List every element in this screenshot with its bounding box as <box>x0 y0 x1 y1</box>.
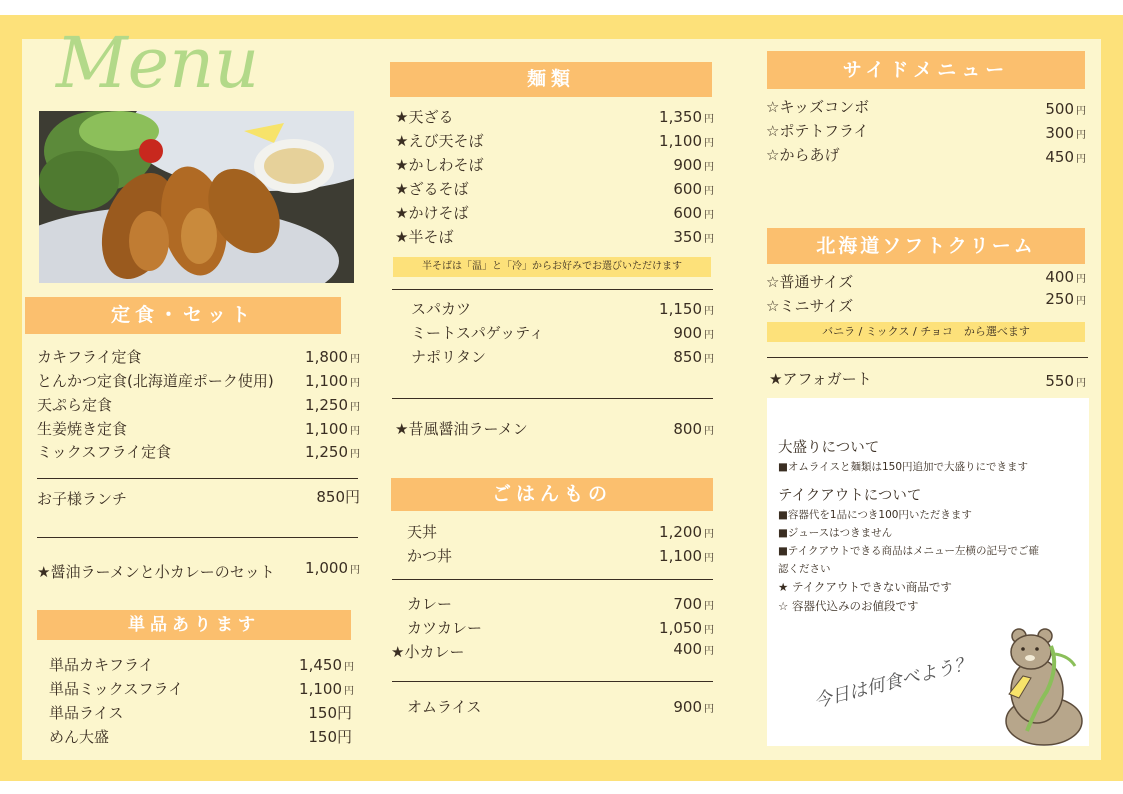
fried-oyster-illustration <box>39 111 354 283</box>
price: 400 円 <box>673 640 714 658</box>
flavor-note: バニラ / ミックス / チョコ から選べます <box>767 322 1085 342</box>
takeout-line: ■ジュースはつきません <box>778 527 893 539</box>
tanpin-header: 単品あります <box>37 610 351 640</box>
price: 1,100 円 <box>305 372 360 390</box>
list-item: ミックスフライ定食 <box>37 443 172 461</box>
list-item: 単品カキフライ <box>49 656 154 674</box>
list-item: ☆ポテトフライ <box>766 122 869 140</box>
list-item: 天丼 <box>407 523 438 541</box>
menu-title: Menu <box>56 22 260 104</box>
list-item: とんかつ定食(北海道産ポーク使用) <box>37 372 274 390</box>
divider <box>37 537 358 538</box>
price: 500 円 <box>1045 100 1086 118</box>
list-item: 生姜焼き定食 <box>37 420 128 438</box>
price: 150円 <box>308 704 352 722</box>
list-item: かつ丼 <box>407 547 453 565</box>
list-item: カレー <box>407 595 453 613</box>
price: 1,100 円 <box>305 420 360 438</box>
list-item: 単品ライス <box>49 704 124 722</box>
bear-icon <box>989 626 1089 746</box>
price: 1,000 円 <box>305 559 360 577</box>
teishoku-header: 定食・セット <box>25 297 341 334</box>
info-box <box>767 398 1089 746</box>
list-item: ★ざるそば <box>395 180 469 198</box>
side-header: サイドメニュー <box>767 51 1085 89</box>
kaki-fry-photo <box>39 111 354 283</box>
takeout-line: ■容器代を1品につき100円いただきます <box>778 509 972 521</box>
divider <box>37 478 358 479</box>
list-item: ★アフォガート <box>769 370 872 388</box>
price: 1,250 円 <box>305 396 360 414</box>
price: 1,100 円 <box>659 547 714 565</box>
price: 1,150 円 <box>659 300 714 318</box>
list-item: 天ぷら定食 <box>37 396 113 414</box>
price: 150円 <box>308 728 352 746</box>
list-item: ミートスパゲッティ <box>411 324 545 342</box>
list-item: スパカツ <box>411 300 472 318</box>
list-item: ☆ミニサイズ <box>766 297 854 315</box>
price: 450 円 <box>1045 148 1086 166</box>
price: 250 円 <box>1045 290 1086 308</box>
divider <box>392 398 713 399</box>
menrui-header: 麺類 <box>390 62 712 97</box>
takeout-line: ☆ 容器代込みのお値段です <box>778 599 919 613</box>
list-item: ☆普通サイズ <box>766 273 854 291</box>
divider <box>392 579 713 580</box>
oomori-text: ■オムライスと麺類は150円追加で大盛りにできます <box>778 461 1029 473</box>
price: 1,100 円 <box>659 132 714 150</box>
takeout-line: ★ テイクアウトできない商品です <box>778 580 952 594</box>
price: 850円 <box>316 488 360 506</box>
price: 300 円 <box>1045 124 1086 142</box>
price: 900 円 <box>673 698 714 716</box>
list-item: ☆からあげ <box>766 146 840 164</box>
divider <box>767 357 1088 358</box>
price: 1,050 円 <box>659 619 714 637</box>
list-item: カツカレー <box>407 619 483 637</box>
list-item: オムライス <box>407 698 482 716</box>
divider <box>392 681 713 682</box>
list-item: 単品ミックスフライ <box>49 680 184 698</box>
list-item: ★かしわそば <box>395 156 484 174</box>
price: 600 円 <box>673 204 714 222</box>
list-item: お子様ランチ <box>37 490 128 508</box>
list-item: ★小カレー <box>391 643 465 661</box>
price: 1,350 円 <box>659 108 714 126</box>
price: 350 円 <box>673 228 714 246</box>
list-item: ★半そば <box>395 228 454 246</box>
price: 700 円 <box>673 595 714 613</box>
list-item: ☆キッズコンボ <box>766 98 870 116</box>
list-item: ★昔風醤油ラーメン <box>395 420 528 438</box>
price: 850 円 <box>673 348 714 366</box>
list-item: めん大盛 <box>49 728 110 746</box>
takeout-line: ■テイクアウトできる商品はメニュー左横の記号でご確 <box>778 545 1039 557</box>
gohan-header: ごはんもの <box>391 478 713 511</box>
list-item: ★かけそば <box>395 204 469 222</box>
hansoba-note: 半そばは「温」と「冷」からお好みでお選びいただけます <box>393 257 711 277</box>
price: 550 円 <box>1045 372 1086 390</box>
list-item: ★えび天そば <box>395 132 484 150</box>
list-item: ナポリタン <box>411 348 487 366</box>
price: 1,100 円 <box>299 680 354 698</box>
takeout-line: 認ください <box>778 563 831 575</box>
price: 1,450 円 <box>299 656 354 674</box>
list-item: ★醤油ラーメンと小カレーのセット <box>37 563 275 581</box>
price: 1,200 円 <box>659 523 714 541</box>
softcream-header: 北海道ソフトクリーム <box>767 228 1085 264</box>
takeout-title: テイクアウトについて <box>778 488 922 504</box>
list-item: ★天ざる <box>395 108 454 126</box>
price: 1,250 円 <box>305 443 360 461</box>
price: 400 円 <box>1045 268 1086 286</box>
price: 800 円 <box>673 420 714 438</box>
list-item: カキフライ定食 <box>37 348 142 366</box>
divider <box>392 289 713 290</box>
price: 900 円 <box>673 324 714 342</box>
price: 900 円 <box>673 156 714 174</box>
handwriting-text: 今日は何食べよう？ <box>811 652 975 713</box>
price: 600 円 <box>673 180 714 198</box>
price: 1,800 円 <box>305 348 360 366</box>
oomori-title: 大盛りについて <box>778 440 880 456</box>
